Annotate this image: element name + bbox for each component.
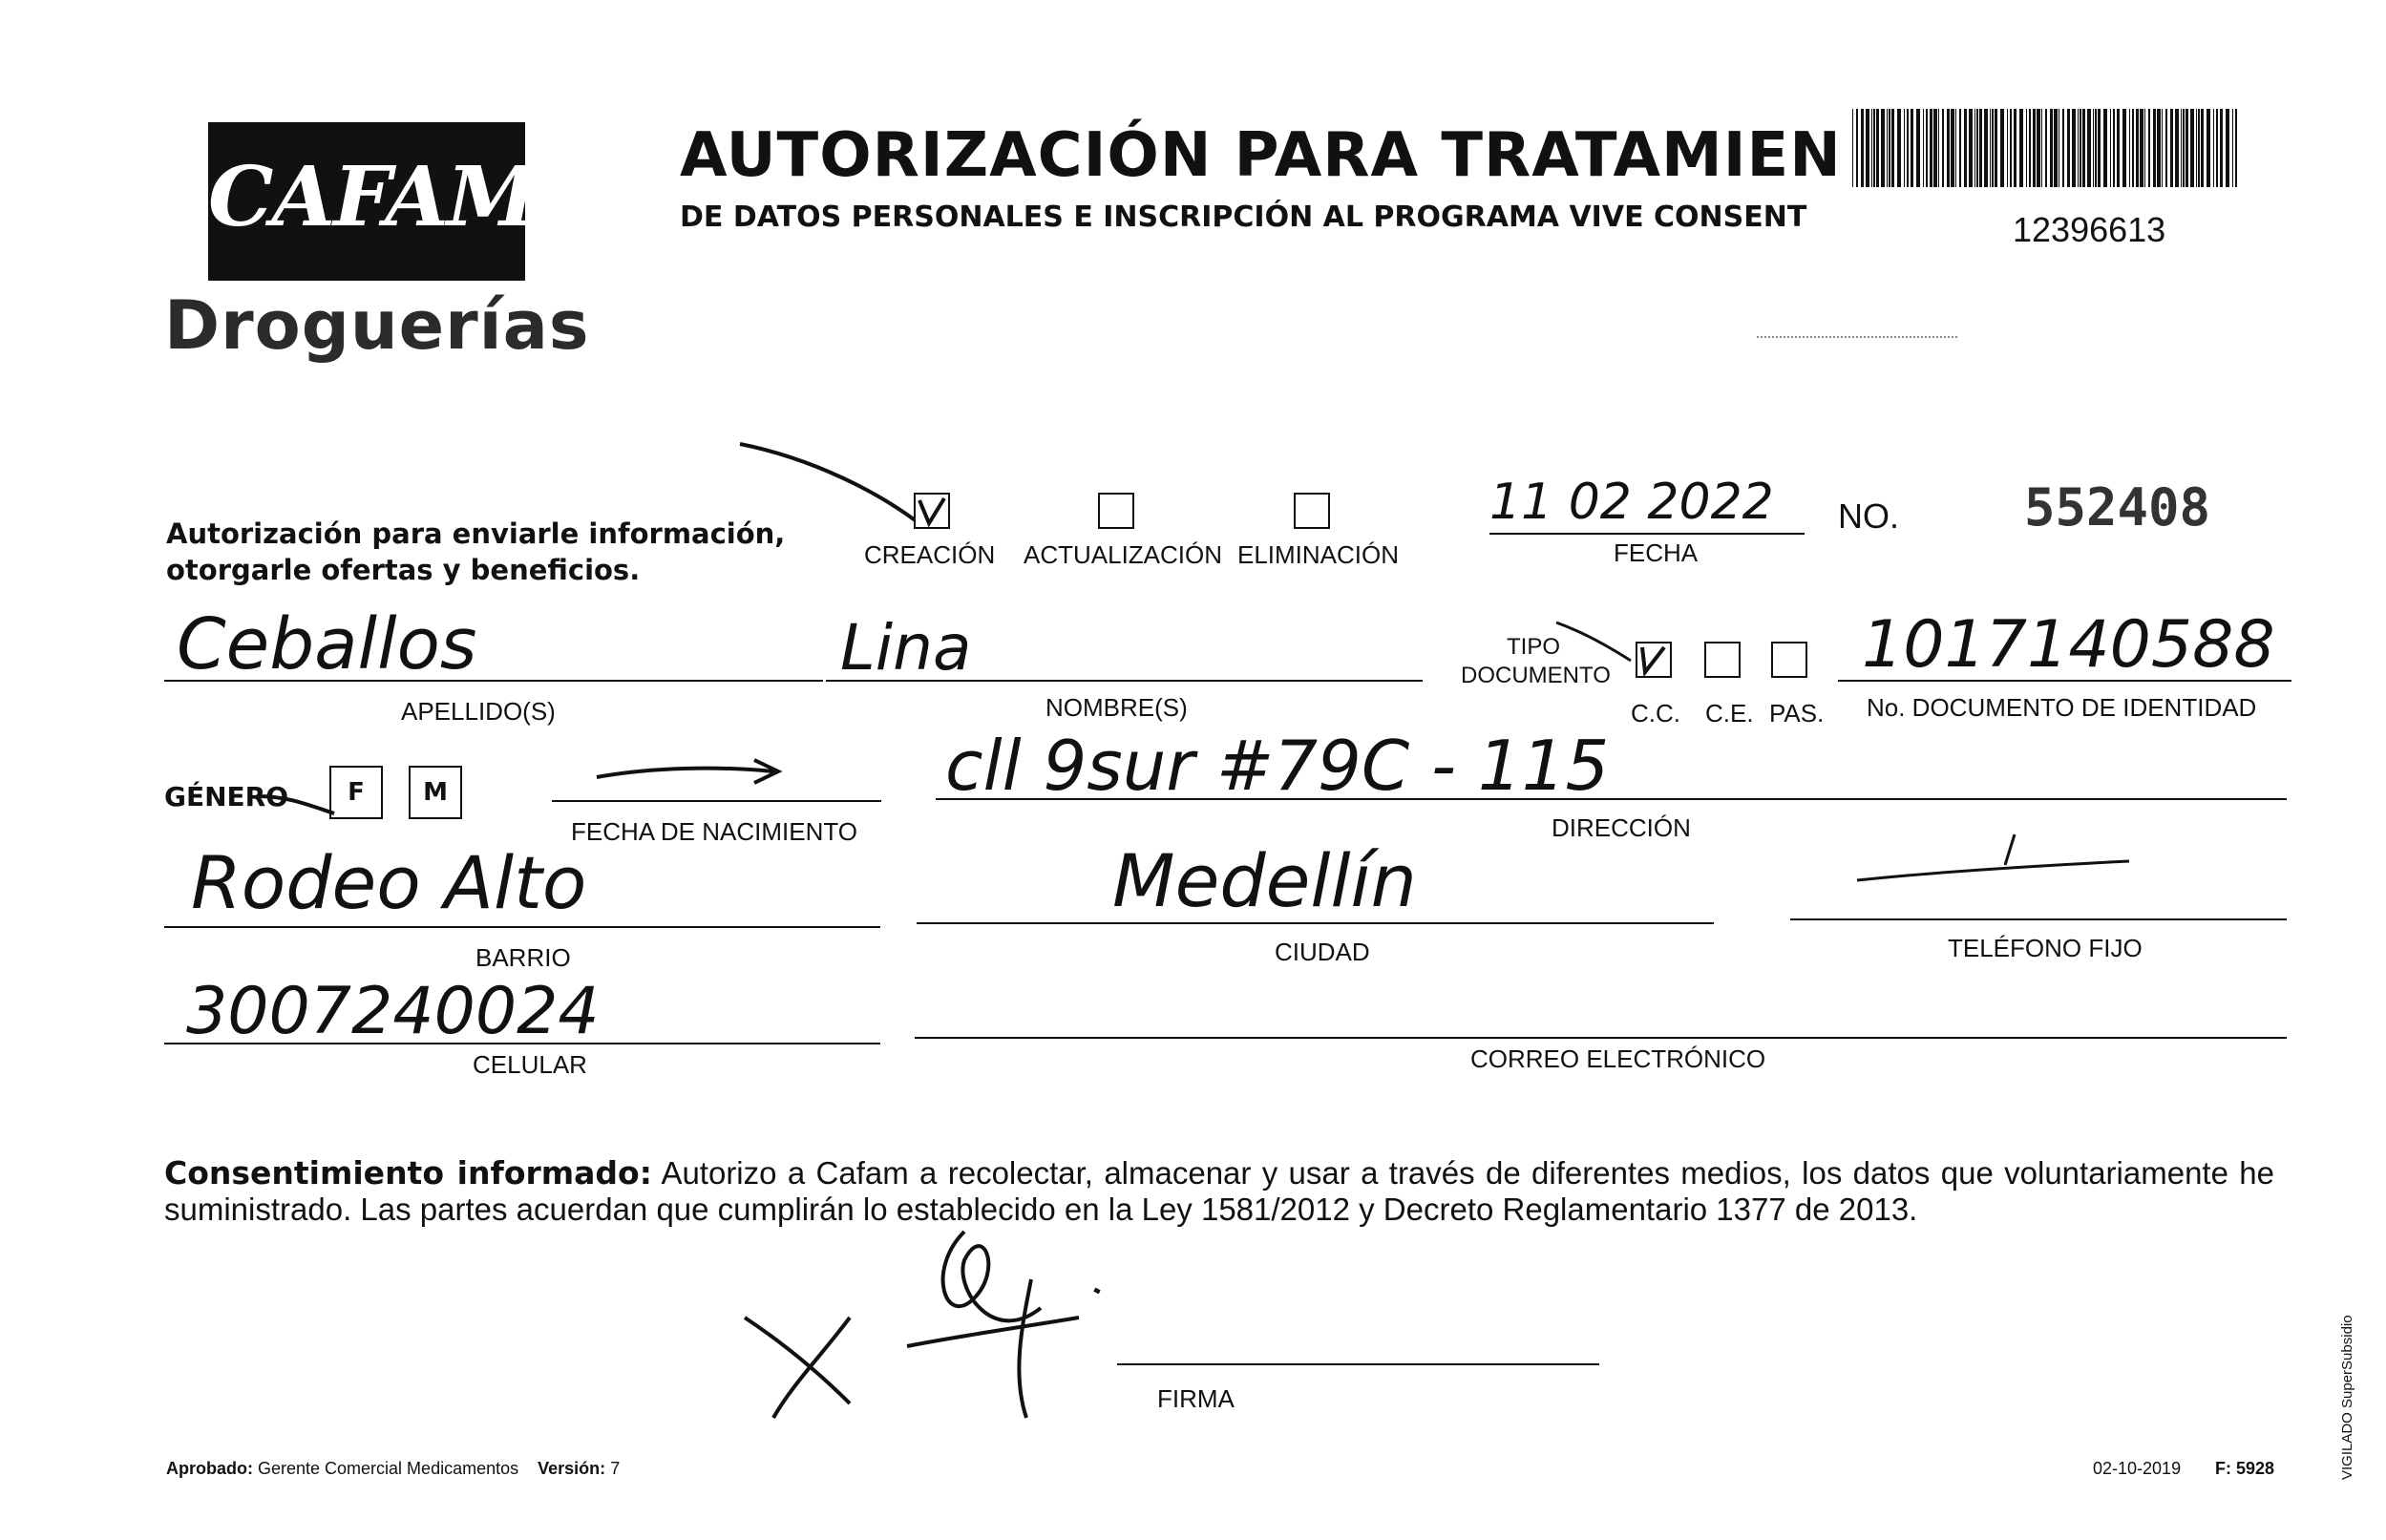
actualizacion-checkbox[interactable] <box>1098 493 1134 529</box>
barrio-label: BARRIO <box>475 943 571 972</box>
check-mark-icon <box>1637 643 1670 676</box>
apellidos-line <box>164 680 823 682</box>
footer-approval <box>166 1459 620 1479</box>
celular-value[interactable]: 3007240024 <box>186 974 600 1049</box>
consent-body: Autorizo a Cafam a recolectar, almacenar y usar a través de diferentes medios, los datos que voluntariamente he suministrado. Las partes acuerdan que cumplirán lo establecido en la Ley 1581/2012 y Decreto Reglamentario 1377 de 2013. <box>164 1155 2274 1227</box>
genero-f-box[interactable]: F <box>329 766 383 819</box>
authorization-line-1: Autorización para enviarle información, <box>166 517 786 550</box>
form-number: 552408 <box>2024 477 2211 538</box>
direccion-line <box>936 798 2287 800</box>
documento-type-label: DOCUMENTO <box>1461 663 1611 688</box>
celular-line <box>164 1043 880 1044</box>
firma-label: FIRMA <box>1157 1384 1235 1413</box>
celular-label: CELULAR <box>473 1050 587 1079</box>
barrio-line <box>164 926 880 928</box>
footer-date: 02-10-2019 <box>2093 1459 2182 1478</box>
nacimiento-line <box>552 800 881 802</box>
footer-f-code: F: 5928 <box>2215 1459 2275 1478</box>
creacion-label: CREACIÓN <box>864 540 996 569</box>
creacion-checkbox[interactable] <box>914 493 950 529</box>
authorization-text <box>166 516 785 588</box>
eliminacion-checkbox[interactable] <box>1294 493 1330 529</box>
version-label: Versión: <box>538 1459 606 1478</box>
genero-m-box[interactable]: M <box>409 766 462 819</box>
check-mark-icon <box>916 495 948 527</box>
apellidos-label: APELLIDO(S) <box>401 697 556 726</box>
cc-checkbox[interactable] <box>1636 642 1672 678</box>
apellidos-value[interactable]: Ceballos <box>177 603 477 686</box>
tipo-label: TIPO <box>1507 634 1561 660</box>
pen-stroke <box>592 754 783 792</box>
logo-text: CAFAM <box>208 149 537 245</box>
barrio-value[interactable]: Rodeo Alto <box>191 840 587 925</box>
direccion-value[interactable]: cll 9sur #79C - 115 <box>945 726 1610 806</box>
genero-label: GÉNERO <box>164 781 289 812</box>
nombres-value[interactable]: Lina <box>840 611 972 685</box>
documento-label: No. DOCUMENTO DE IDENTIDAD <box>1867 693 2257 722</box>
pen-stroke <box>1852 831 2139 888</box>
telefono-line <box>1790 918 2287 920</box>
ce-label: C.E. <box>1705 699 1754 728</box>
cafam-logo <box>208 122 537 281</box>
cc-label: C.C. <box>1631 699 1680 728</box>
ciudad-label: CIUDAD <box>1275 938 1370 966</box>
aprobado-value: Gerente Comercial Medicamentos <box>258 1459 519 1478</box>
fecha-line <box>1489 533 1805 535</box>
direccion-label: DIRECCIÓN <box>1552 813 1691 842</box>
form-subtitle: DE DATOS PERSONALES E INSCRIPCIÓN AL PROGRAMA VIVE CONSENT <box>680 200 1807 234</box>
version-value: 7 <box>610 1459 621 1478</box>
fecha-value[interactable]: 11 02 2022 <box>1489 474 1774 531</box>
pas-checkbox[interactable] <box>1771 642 1807 678</box>
eliminacion-label: ELIMINACIÓN <box>1237 540 1400 569</box>
documento-line <box>1838 680 2291 682</box>
dotted-divider <box>1757 336 1957 338</box>
nombres-line <box>826 680 1423 682</box>
correo-line <box>915 1037 2287 1039</box>
aprobado-label: Aprobado: <box>166 1459 253 1478</box>
brand-name: Droguerías <box>164 286 590 365</box>
barcode <box>1852 109 2244 187</box>
form-id: 12396613 <box>2013 210 2166 249</box>
nacimiento-label: FECHA DE NACIMIENTO <box>571 817 858 846</box>
form-title: AUTORIZACIÓN PARA TRATAMIEN <box>680 120 1842 191</box>
firma-line <box>1117 1363 1599 1365</box>
vigilado-stamp: VIGILADO SuperSubsidio <box>2339 1315 2355 1480</box>
pen-stroke <box>1554 619 1640 666</box>
documento-value[interactable]: 1017140588 <box>1862 607 2275 683</box>
no-label: NO. <box>1838 496 1900 536</box>
handwritten-signature <box>735 1213 1193 1423</box>
ciudad-value[interactable]: Medellín <box>1112 838 1417 923</box>
ce-checkbox[interactable] <box>1704 642 1741 678</box>
correo-label: CORREO ELECTRÓNICO <box>1470 1044 1766 1073</box>
consent-heading: Consentimiento informado: <box>164 1154 652 1192</box>
actualizacion-label: ACTUALIZACIÓN <box>1024 540 1223 569</box>
pas-label: PAS. <box>1769 699 1825 728</box>
fecha-label: FECHA <box>1614 538 1699 567</box>
telefono-label: TELÉFONO FIJO <box>1948 934 2143 962</box>
authorization-line-2: otorgarle ofertas y beneficios. <box>166 554 641 586</box>
ciudad-line <box>917 922 1714 924</box>
nombres-label: NOMBRE(S) <box>1045 693 1188 722</box>
consent-paragraph <box>164 1155 2274 1228</box>
